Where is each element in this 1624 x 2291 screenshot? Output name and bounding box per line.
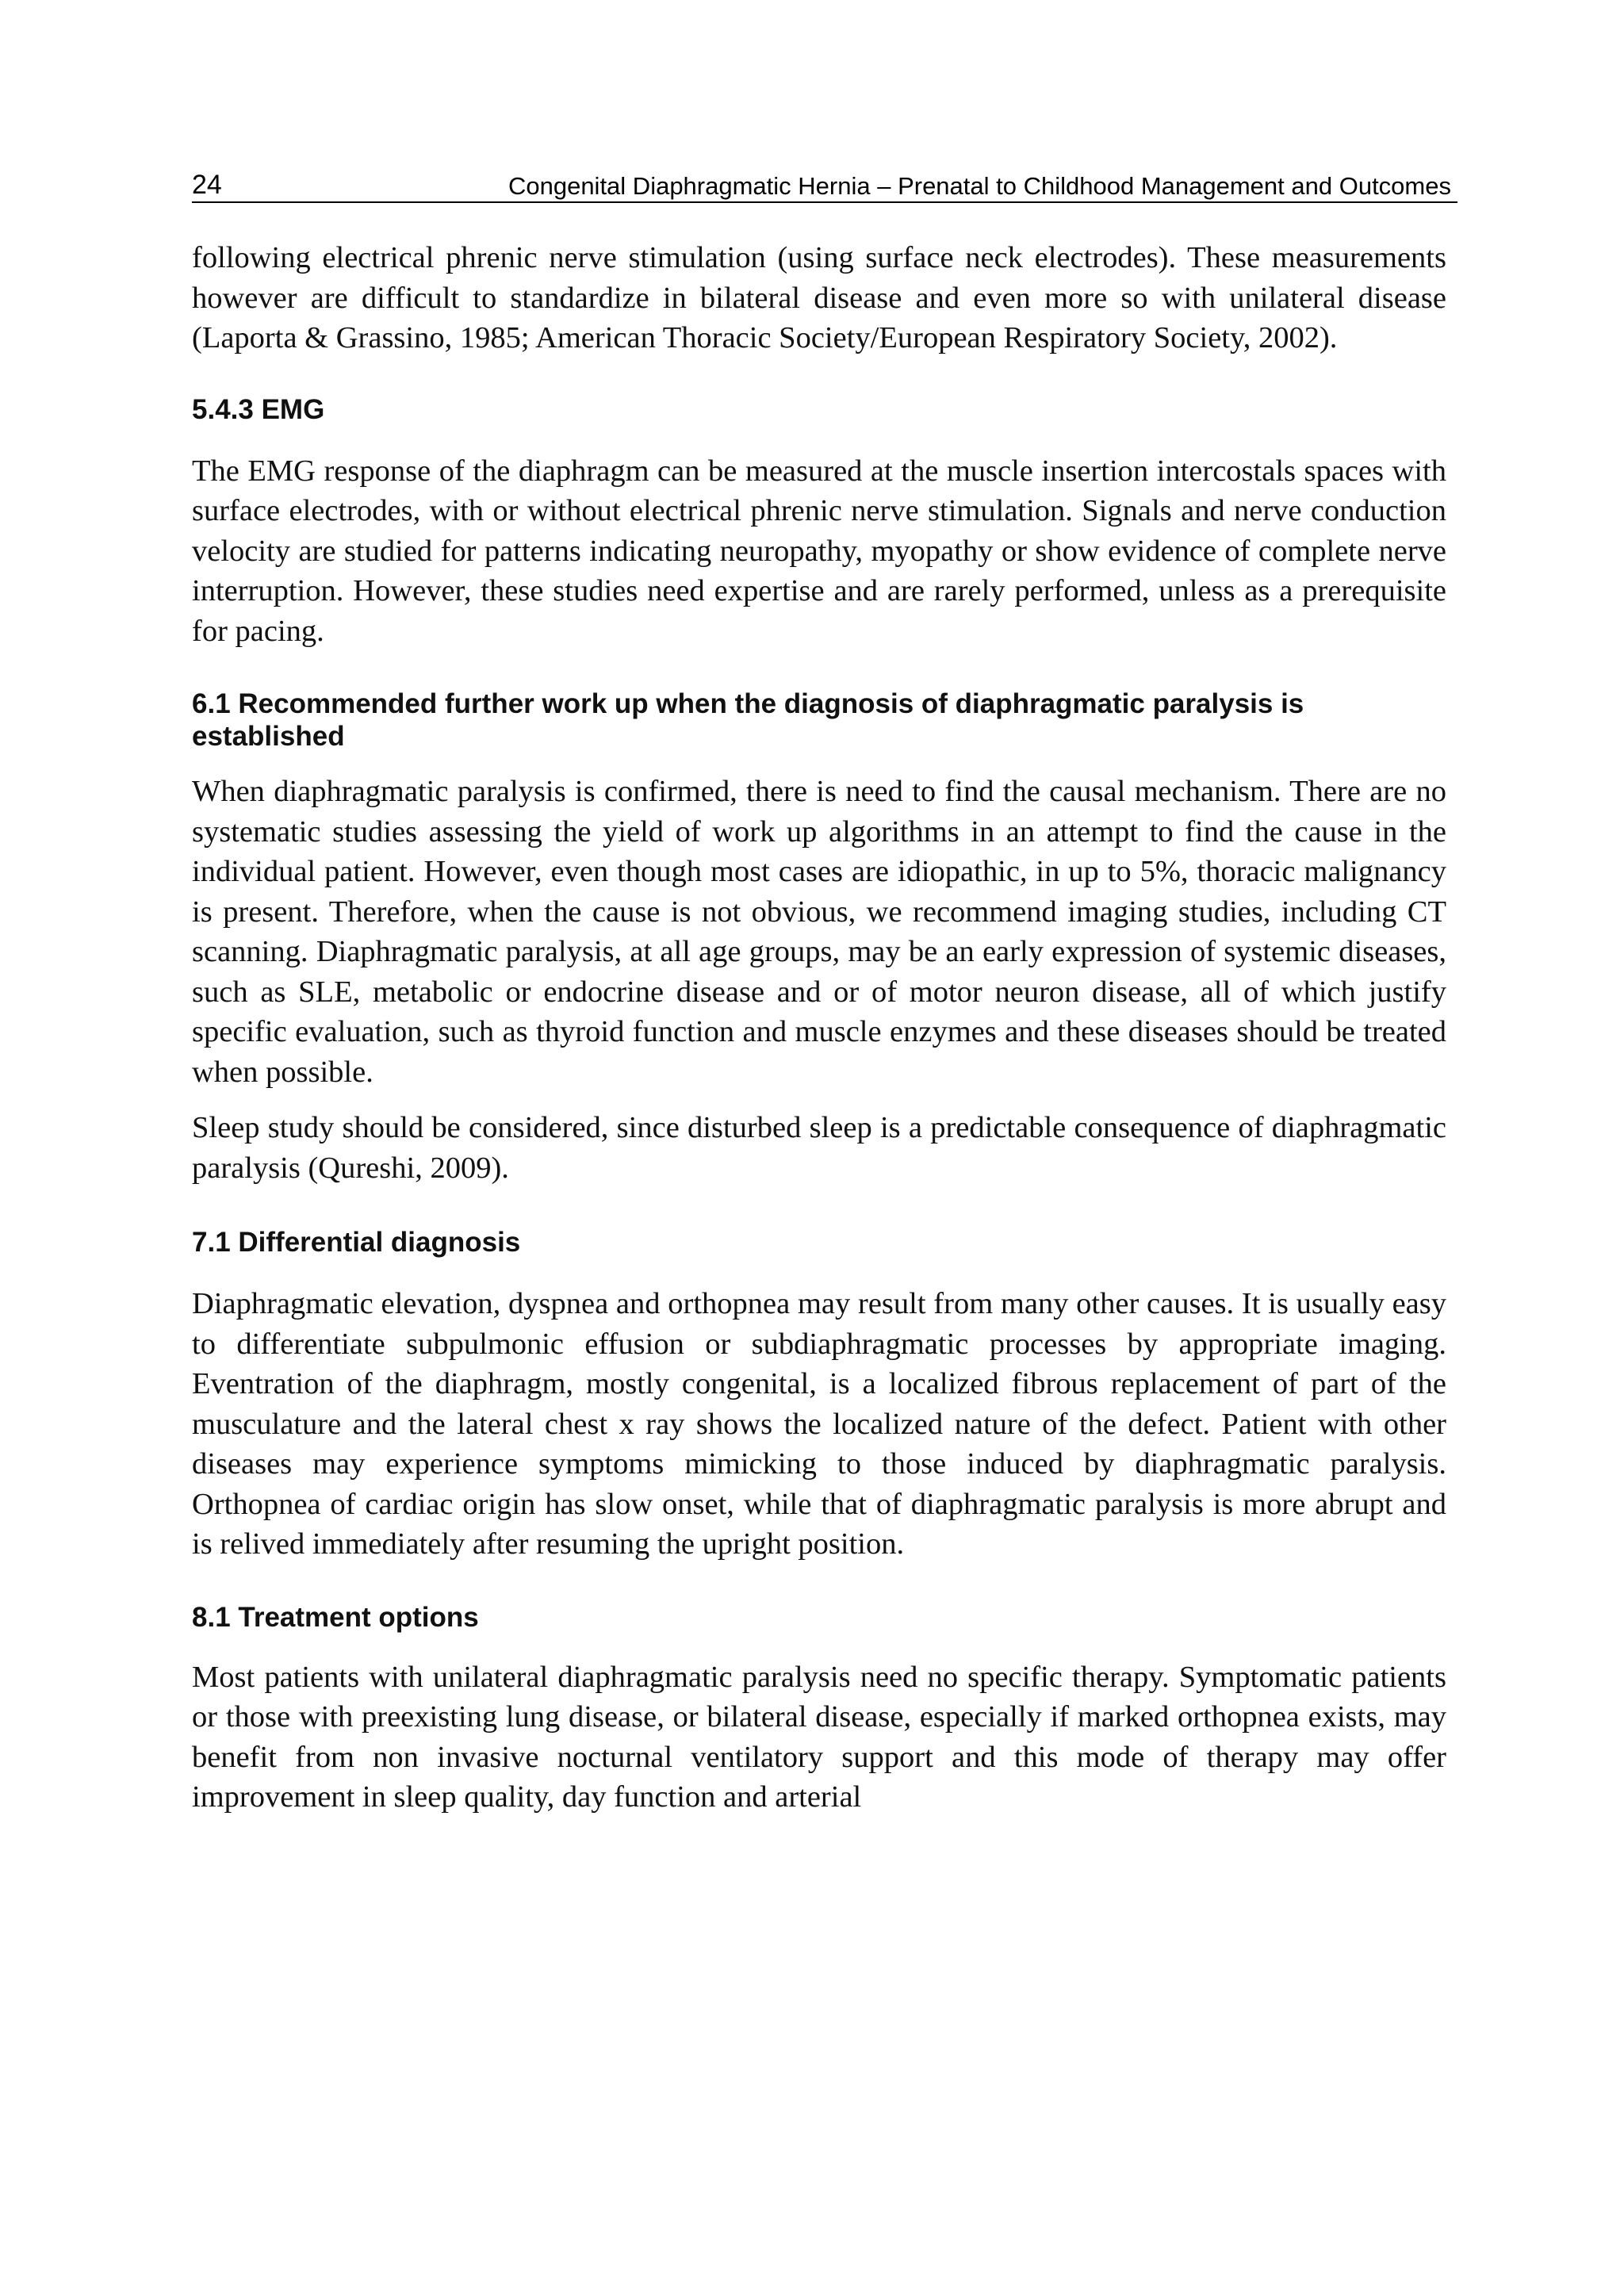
workup-paragraph: When diaphragmatic paralysis is confirmed, there is need to find the causal mechanism. There are no systematic studies assessing the yield of work up algorithms in an attempt to find the cause in the individual patient. However, even though most cases are idiopathic, in up to 5%, thoracic malignancy is present. Therefore, when the cause is not obvious, we recommend imaging studies, including CT scanning. Diaphragmatic paralysis, at all age groups, may be an early expression of systemic diseases, such as SLE, metabolic or endocrine disease and or of motor neuron disease, all of which justify specific evaluation, such as thyroid function and muscle enzymes and these diseases should be treated when possible. (192, 775, 1446, 1089)
section-heading-treatment: 8.1 Treatment options (192, 1601, 479, 1633)
body-text (192, 238, 1446, 1818)
differential-paragraph: Diaphragmatic elevation, dyspnea and orthopnea may result from many other causes. It is usually easy to differentiate subpulmonic effusion or subdiaphragmatic processes by appropriate imaging. Eventration of the diaphragm, mostly congenital, is a localized fibrous replacement of part of the musculature and the lateral chest x ray shows the localized nature of the defect. Patient with other diseases may experience symptoms mimicking to those induced by diaphragmatic paralysis. Orthopnea of cardiac origin has slow onset, while that of diaphragmatic paralysis is more abrupt and is relived immediately after resuming the upright position. (192, 1287, 1446, 1561)
section-heading-emg: 5.4.3 EMG (192, 393, 325, 425)
treatment-paragraph: Most patients with unilateral diaphragmatic paralysis need no specific therapy. Symptomatic patients or those with preexisting lung disease, or bilateral disease, especially if marked orthopnea exists, may benefit from non invasive nocturnal ventilatory support and this mode of therapy may offer improvement in sleep quality, day function and arterial (192, 1660, 1446, 1814)
page-number: 24 (192, 170, 222, 200)
running-header (192, 165, 1457, 203)
section-heading-differential: 7.1 Differential diagnosis (192, 1227, 521, 1258)
workup-paragraph: Sleep study should be considered, since disturbed sleep is a predictable consequence of diaphragmatic paralysis (Qureshi, 2009). (192, 1111, 1446, 1185)
intro-paragraph: following electrical phrenic nerve stimulation (using surface neck electrodes). These measurements however are difficult to standardize in bilateral disease and even more so with unilateral disease (Laporta & Grassino, 1985; American Thoracic Society/European Respiratory Society, 2002). (192, 241, 1446, 354)
section-heading-workup: 6.1 Recommended further work up when the diagnosis of diaphragmatic paralysis is established (192, 688, 1304, 752)
emg-paragraph: The EMG response of the diaphragm can be measured at the muscle insertion intercostals spaces with surface electrodes, with or without electrical phrenic nerve stimulation. Signals and nerve conduction velocity are studied for patterns indicating neuropathy, myopathy or show evidence of complete nerve interruption. However, these studies need expertise and are rarely performed, unless as a prerequisite for pacing. (192, 454, 1446, 648)
running-title: Congenital Diaphragmatic Hernia – Prenatal to Childhood Management and Outcomes (508, 172, 1451, 200)
